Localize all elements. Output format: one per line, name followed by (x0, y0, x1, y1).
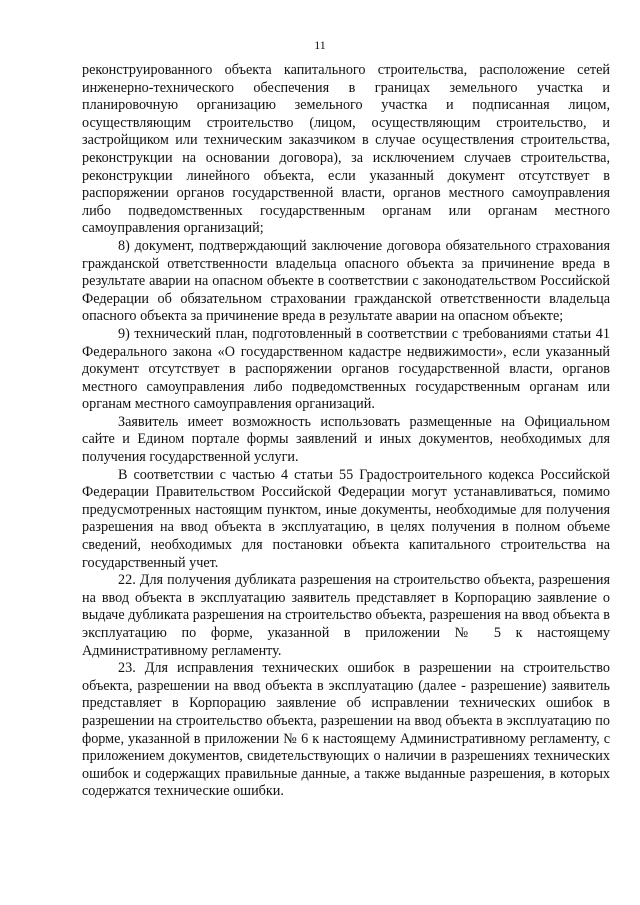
paragraph-clause-23: 23. Для исправления технических ошибок в разрешении на строительство объекта, разрешении на ввод объекта в эксплуатацию (далее - разрешение) заявитель представляет в Корпорацию заявление об исправлении технических ошибок в разрешении на строительство объекта, разрешении на ввод объекта в эксплуатацию по форме, указанной в приложении № 6 к настоящему Административному регламенту, с приложением документов, свидетельствующих о наличии в разрешениях технических ошибок и содержащих правильные данные, а также выданные разрешения, в которых содержатся технические ошибки. (82, 660, 610, 800)
paragraph-clause-22: 22. Для получения дубликата разрешения на строительство объекта, разрешения на ввод объекта в эксплуатацию заявитель представляет в Корпорацию заявление о выдаче дубликата разрешения на строительство объекта, разрешения на ввод объекта в эксплуатацию по форме, указанной в приложении № 5 к настоящему Административному регламенту. (82, 572, 610, 659)
paragraph-item-8: 8) документ, подтверждающий заключение договора обязательного страхования гражданской ответственности владельца опасного объекта за причинение вреда в результате аварии на опасном объекте в соответствии с законодательством Российской Федерации об обязательном страховании гражданской ответственности владельца опасного объекта за причинение вреда в результате аварии на опасном объекте; (82, 237, 610, 325)
page-number: 11 (314, 38, 326, 52)
paragraph-continuation: реконструированного объекта капитального строительства, расположение сетей инженерно-технического обеспечения в границах земельного участка и планировочную организацию земельного участка и подписанная лицом, осуществляющим строительство (лицом, осуществляющим строительство, и застройщиком или техническим заказчиком в случае осуществления строительства, реконструкции на основании договора), за исключением случаев строительства, реконструкции линейного объекта, если указанный документ отсутствует в распоряжении органов государственной власти, органов местного самоуправления либо подведомственных государственным органам или органам местного самоуправления организаций; (82, 62, 610, 237)
paragraph-item-9: 9) технический план, подготовленный в соответствии с требованиями статьи 41 Федерального закона «О государственном кадастре недвижимости», если указанный документ отсутствует в распоряжении органов государственной власти, органов местного самоуправления либо подведомственных государственным органам или органам местного самоуправления организаций. (82, 325, 610, 413)
paragraph-applicant-forms: Заявитель имеет возможность использовать размещенные на Официальном сайте и Едином портале формы заявлений и иных документов, необходимых для получения государственной услуги. (82, 413, 610, 466)
paragraph-government-documents: В соответствии с частью 4 статьи 55 Градостроительного кодекса Российской Федерации Правительством Российской Федерации могут устанавливаться, помимо предусмотренных настоящим пунктом, иные документы, необходимые для получения разрешения на ввод объекта в эксплуатацию, в целях получения в полном объеме сведений, необходимых для постановки объекта капитального строительства на государственный учет. (82, 466, 610, 571)
document-body (82, 62, 610, 801)
